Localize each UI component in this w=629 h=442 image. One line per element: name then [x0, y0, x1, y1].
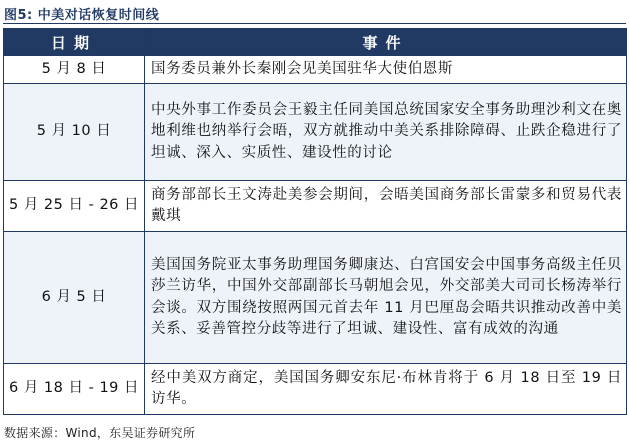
- data-source-note: 数据来源：Wind，东吴证券研究所: [4, 426, 196, 440]
- date-cell: 5 月 8 日: [4, 56, 145, 84]
- timeline-table: [3, 28, 627, 415]
- column-header-date: 日期: [4, 29, 145, 56]
- table-row: [4, 364, 627, 415]
- event-cell: 国务委员兼外长秦刚会见美国驻华大使伯恩斯: [145, 56, 627, 84]
- date-cell: 6 月 18 日 - 19 日: [4, 364, 145, 415]
- table-row: [4, 181, 627, 232]
- event-cell: 商务部部长王文涛赴美参会期间，会晤美国商务部长雷蒙多和贸易代表戴琪: [145, 181, 627, 232]
- event-cell: 中央外事工作委员会王毅主任同美国总统国家安全事务助理沙利文在奥地利维也纳举行会晤，双方就推动中美关系排除障碍、止跌企稳进行了坦诚、深入、实质性、建设性的讨论: [145, 84, 627, 181]
- table-row: [4, 232, 627, 364]
- title-divider: [3, 23, 626, 24]
- column-header-event: 事件: [145, 29, 627, 56]
- date-cell: 6 月 5 日: [4, 232, 145, 364]
- figure-title: 图5: 中美对话恢复时间线: [4, 8, 160, 23]
- table-row: [4, 56, 627, 84]
- date-cell: 5 月 10 日: [4, 84, 145, 181]
- event-cell: 美国国务院亚太事务助理国务卿康达、白宫国安会中国事务高级主任贝莎兰访华，中国外交部副部长马朝旭会见，外交部美大司司长杨涛举行会谈。双方围绕按照两国元首去年 11 月巴厘岛会晤共识推动改善中美关系、妥善管控分歧等进行了坦诚、建设性、富有成效的沟通: [145, 232, 627, 364]
- table-row: [4, 84, 627, 181]
- table-header-row: [4, 29, 627, 56]
- event-cell: 经中美双方商定，美国国务卿安东尼·布林肯将于 6 月 18 日至 19 日访华。: [145, 364, 627, 415]
- date-cell: 5 月 25 日 - 26 日: [4, 181, 145, 232]
